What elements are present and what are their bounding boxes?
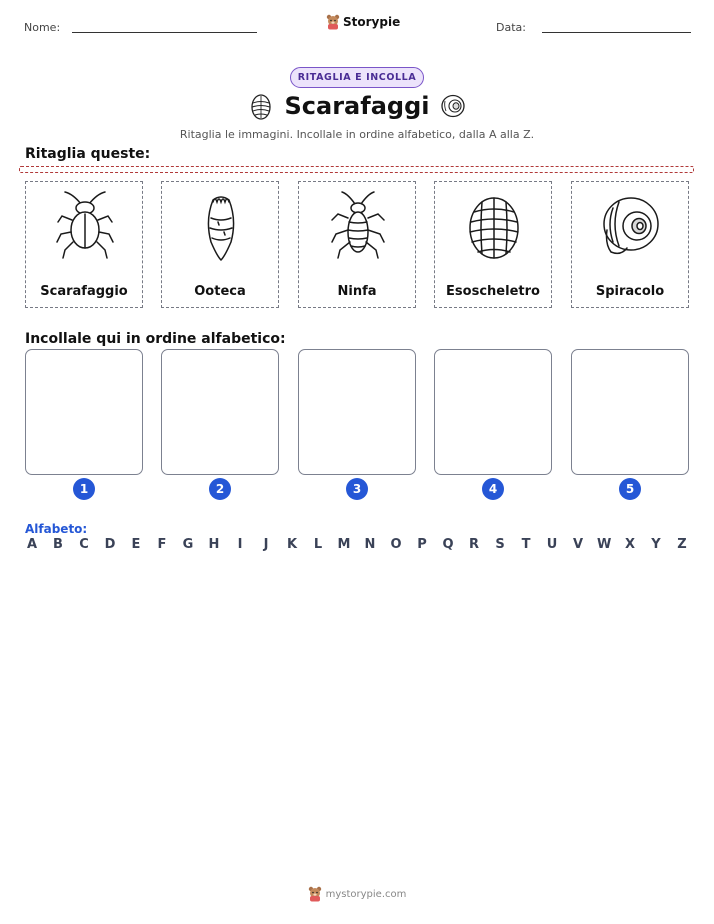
date-label: Data:	[496, 21, 526, 34]
alphabet-letter: K	[286, 537, 298, 552]
cut-line	[19, 166, 694, 173]
alphabet-letter: Z	[677, 537, 687, 552]
alphabet-letter: O	[390, 537, 402, 552]
card-label: Ninfa	[337, 284, 377, 299]
alphabet-letter: G	[182, 537, 194, 552]
bear-mascot-icon	[326, 14, 340, 30]
paste-slot[interactable]	[298, 349, 416, 475]
paste-slot[interactable]	[571, 349, 689, 475]
cut-card-nymph[interactable]	[298, 181, 416, 308]
paste-slot[interactable]	[161, 349, 279, 475]
card-label: Spiracolo	[595, 284, 665, 299]
cut-heading: Ritaglia queste:	[25, 146, 151, 162]
alphabet-letter: I	[237, 537, 243, 552]
slot-number: 3	[346, 478, 368, 500]
alphabet-letter: P	[417, 537, 427, 552]
alphabet-letter: R	[468, 537, 479, 552]
slot-number: 4	[482, 478, 504, 500]
alphabet-letter: S	[495, 537, 505, 552]
exoskeleton-icon	[464, 190, 524, 262]
card-label: Scarafaggio	[40, 284, 128, 299]
name-line[interactable]	[72, 32, 257, 33]
alphabet-letter: B	[53, 537, 63, 552]
spiracle-icon	[601, 190, 661, 262]
alphabet-letter: Q	[442, 537, 454, 552]
brand-name: Storypie	[343, 15, 401, 29]
cut-card-cockroach[interactable]	[25, 181, 143, 308]
slot-number: 5	[619, 478, 641, 500]
alphabet-letter: A	[26, 537, 38, 552]
alphabet-letter: U	[546, 537, 558, 552]
alphabet-letter: Y	[651, 537, 661, 552]
bear-mascot-icon	[308, 886, 322, 902]
alphabet-letter: D	[104, 537, 116, 552]
alphabet-letter: T	[521, 537, 531, 552]
cut-card-exoskeleton[interactable]	[434, 181, 552, 308]
alphabet-letter: F	[157, 537, 167, 552]
footer-url[interactable]: mystorypie.com	[325, 888, 407, 900]
name-label: Nome:	[24, 21, 61, 34]
spiracle-small-icon	[440, 93, 466, 119]
paste-slot[interactable]	[25, 349, 143, 475]
footer	[0, 886, 714, 902]
ootheca-icon	[191, 190, 251, 262]
brand-logo	[326, 14, 400, 30]
date-line[interactable]	[542, 32, 691, 33]
paste-heading: Incollale qui in ordine alfabetico:	[25, 331, 286, 347]
alphabet-letter: N	[364, 537, 376, 552]
slot-number: 1	[73, 478, 95, 500]
paste-slot[interactable]	[434, 349, 552, 475]
slot-number: 2	[209, 478, 231, 500]
alphabet-row	[25, 537, 689, 552]
alphabet-heading: Alfabeto:	[25, 522, 88, 536]
instructions: Ritaglia le immagini. Incollale in ordine alfabetico, dalla A alla Z.	[179, 128, 535, 141]
card-label: Esoscheletro	[446, 284, 540, 299]
cockroach-icon	[55, 190, 115, 262]
activity-badge: RITAGLIA E INCOLLA	[290, 67, 424, 88]
alphabet-letter: L	[313, 537, 323, 552]
alphabet-letter: H	[208, 537, 220, 552]
alphabet-letter: X	[624, 537, 636, 552]
alphabet-letter: V	[572, 537, 584, 552]
card-label: Ooteca	[194, 284, 246, 299]
alphabet-letter: M	[337, 537, 351, 552]
nymph-icon	[328, 190, 388, 262]
alphabet-letter: W	[597, 537, 612, 552]
alphabet-letter: J	[263, 537, 269, 552]
cut-card-ootheca[interactable]	[161, 181, 279, 308]
page-title: Scarafaggi	[284, 92, 430, 120]
cut-card-spiracle[interactable]	[571, 181, 689, 308]
alphabet-letter: E	[131, 537, 141, 552]
alphabet-letter: C	[79, 537, 89, 552]
